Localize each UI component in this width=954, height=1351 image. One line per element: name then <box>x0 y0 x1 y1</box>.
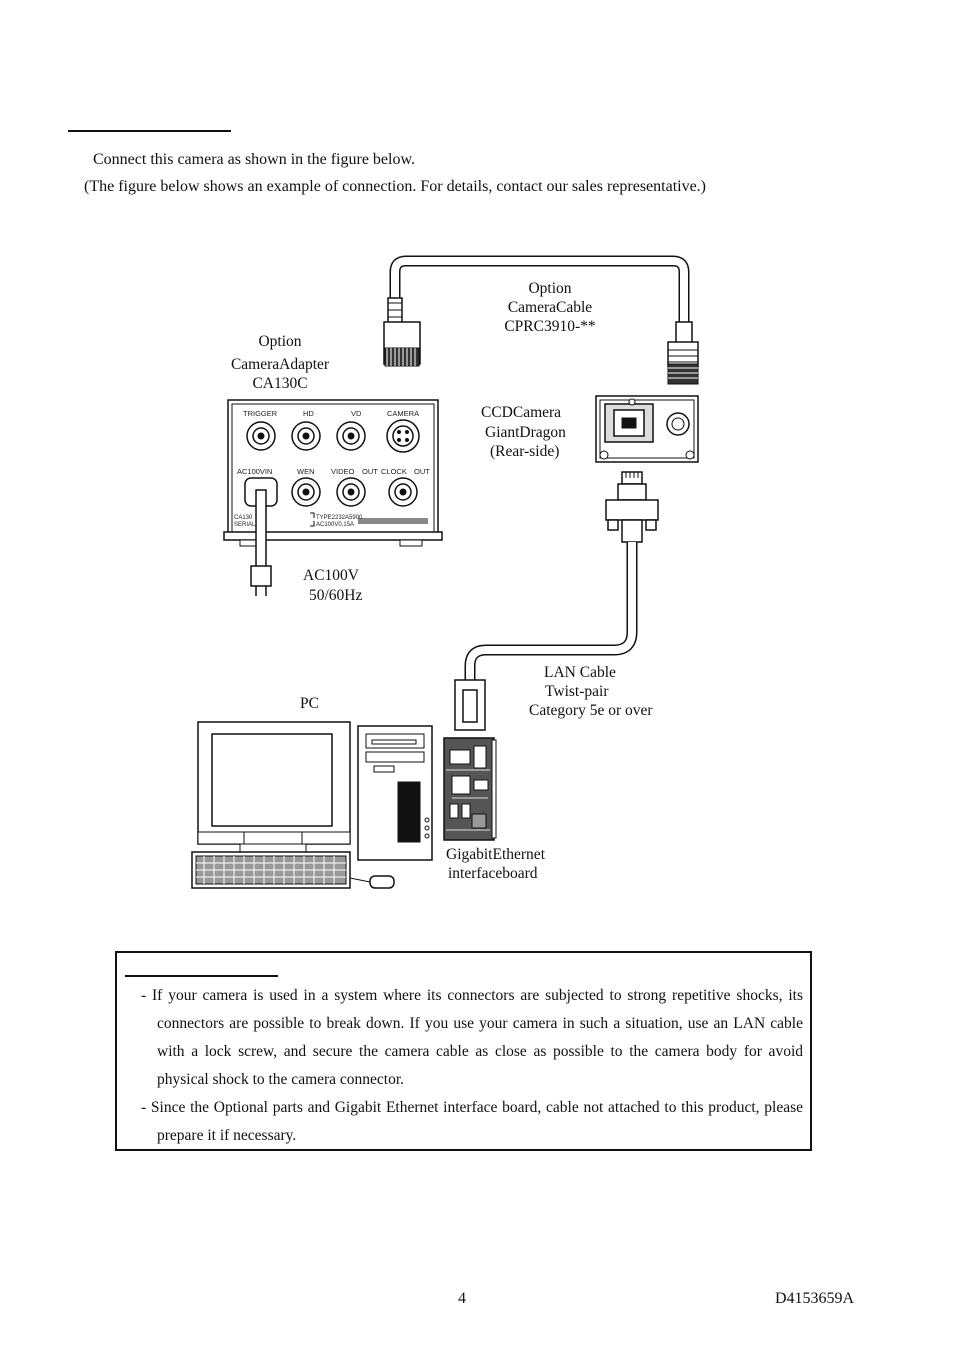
adapter-label-clock: CLOCK <box>381 467 407 476</box>
adapter-type-label: TYPE2232A5900 <box>316 515 363 521</box>
lan-cable-label-name: LAN Cable <box>544 664 616 681</box>
ccd-camera-illustration <box>596 396 698 462</box>
intro-line-1: Connect this camera as shown in the figure below. <box>93 151 415 168</box>
ccd-camera-label-side: (Rear-side) <box>490 443 560 460</box>
camera-adapter-label-model: CA130C <box>252 375 308 392</box>
adapter-label-vd: VD <box>351 409 362 418</box>
note-item-2 <box>141 1094 803 1150</box>
interface-board-label-type: interfaceboard <box>448 865 538 882</box>
interface-board-illustration <box>444 738 496 840</box>
note-item-2-text: - Since the Optional parts and Gigabit Ethernet interface board, cable not attached to this product, please prepare it if necessary. <box>141 1099 803 1144</box>
ccd-camera-label-model: GiantDragon <box>485 424 566 441</box>
adapter-rating-label: AC100V0.15A <box>316 522 355 528</box>
adapter-model-label: CA130 <box>234 515 253 521</box>
power-label-frequency: 50/60Hz <box>309 587 363 604</box>
intro-line-2: (The figure below shows an example of connection. For details, contact our sales representative.) <box>84 178 707 195</box>
adapter-label-wen: WEN <box>297 467 315 476</box>
power-label-voltage: AC100V <box>303 567 359 584</box>
camera-cable-label-name: CameraCable <box>507 299 593 316</box>
page-number: 4 <box>458 1290 466 1307</box>
document-id: D4153659A <box>775 1290 855 1307</box>
camera-adapter-label-name: CameraAdapter <box>230 356 330 373</box>
interface-board-label-name: GigabitEthernet <box>446 846 545 863</box>
lan-cable-label-type: Twist-pair <box>545 683 609 700</box>
note-box <box>115 951 812 1151</box>
camera-adapter-label-option: Option <box>258 333 302 350</box>
adapter-label-ac100vin: AC100VIN <box>237 467 273 476</box>
adapter-label-hd: HD <box>303 409 314 418</box>
note-item-1-text: - If your camera is used in a system where its connectors are subjected to strong repetitive shocks, its connectors are possible to break down. If you use your camera in such a situation, use an LAN cable with a lock screw, and secure the camera cable as close as possible to the camera body for avoid physical shock to the camera connector. <box>141 987 803 1088</box>
camera-cable-label-model: CPRC3910-** <box>504 318 596 335</box>
note-heading-rule <box>125 975 278 977</box>
adapter-label-out-1: OUT <box>362 467 378 476</box>
ccd-camera-label-name: CCDCamera <box>481 404 562 421</box>
adapter-label-camera: CAMERA <box>387 409 420 418</box>
pc-illustration <box>192 722 432 888</box>
adapter-label-out-2: OUT <box>414 467 430 476</box>
camera-cable-label-option: Option <box>528 280 572 297</box>
adapter-label-trigger: TRIGGER <box>243 409 278 418</box>
adapter-label-video: VIDEO <box>331 467 355 476</box>
pc-label: PC <box>300 695 319 712</box>
note-item-1 <box>141 982 803 1094</box>
adapter-serial-label: SERIAL <box>234 522 256 528</box>
lan-cable-label-category: Category 5e or over <box>529 702 653 719</box>
